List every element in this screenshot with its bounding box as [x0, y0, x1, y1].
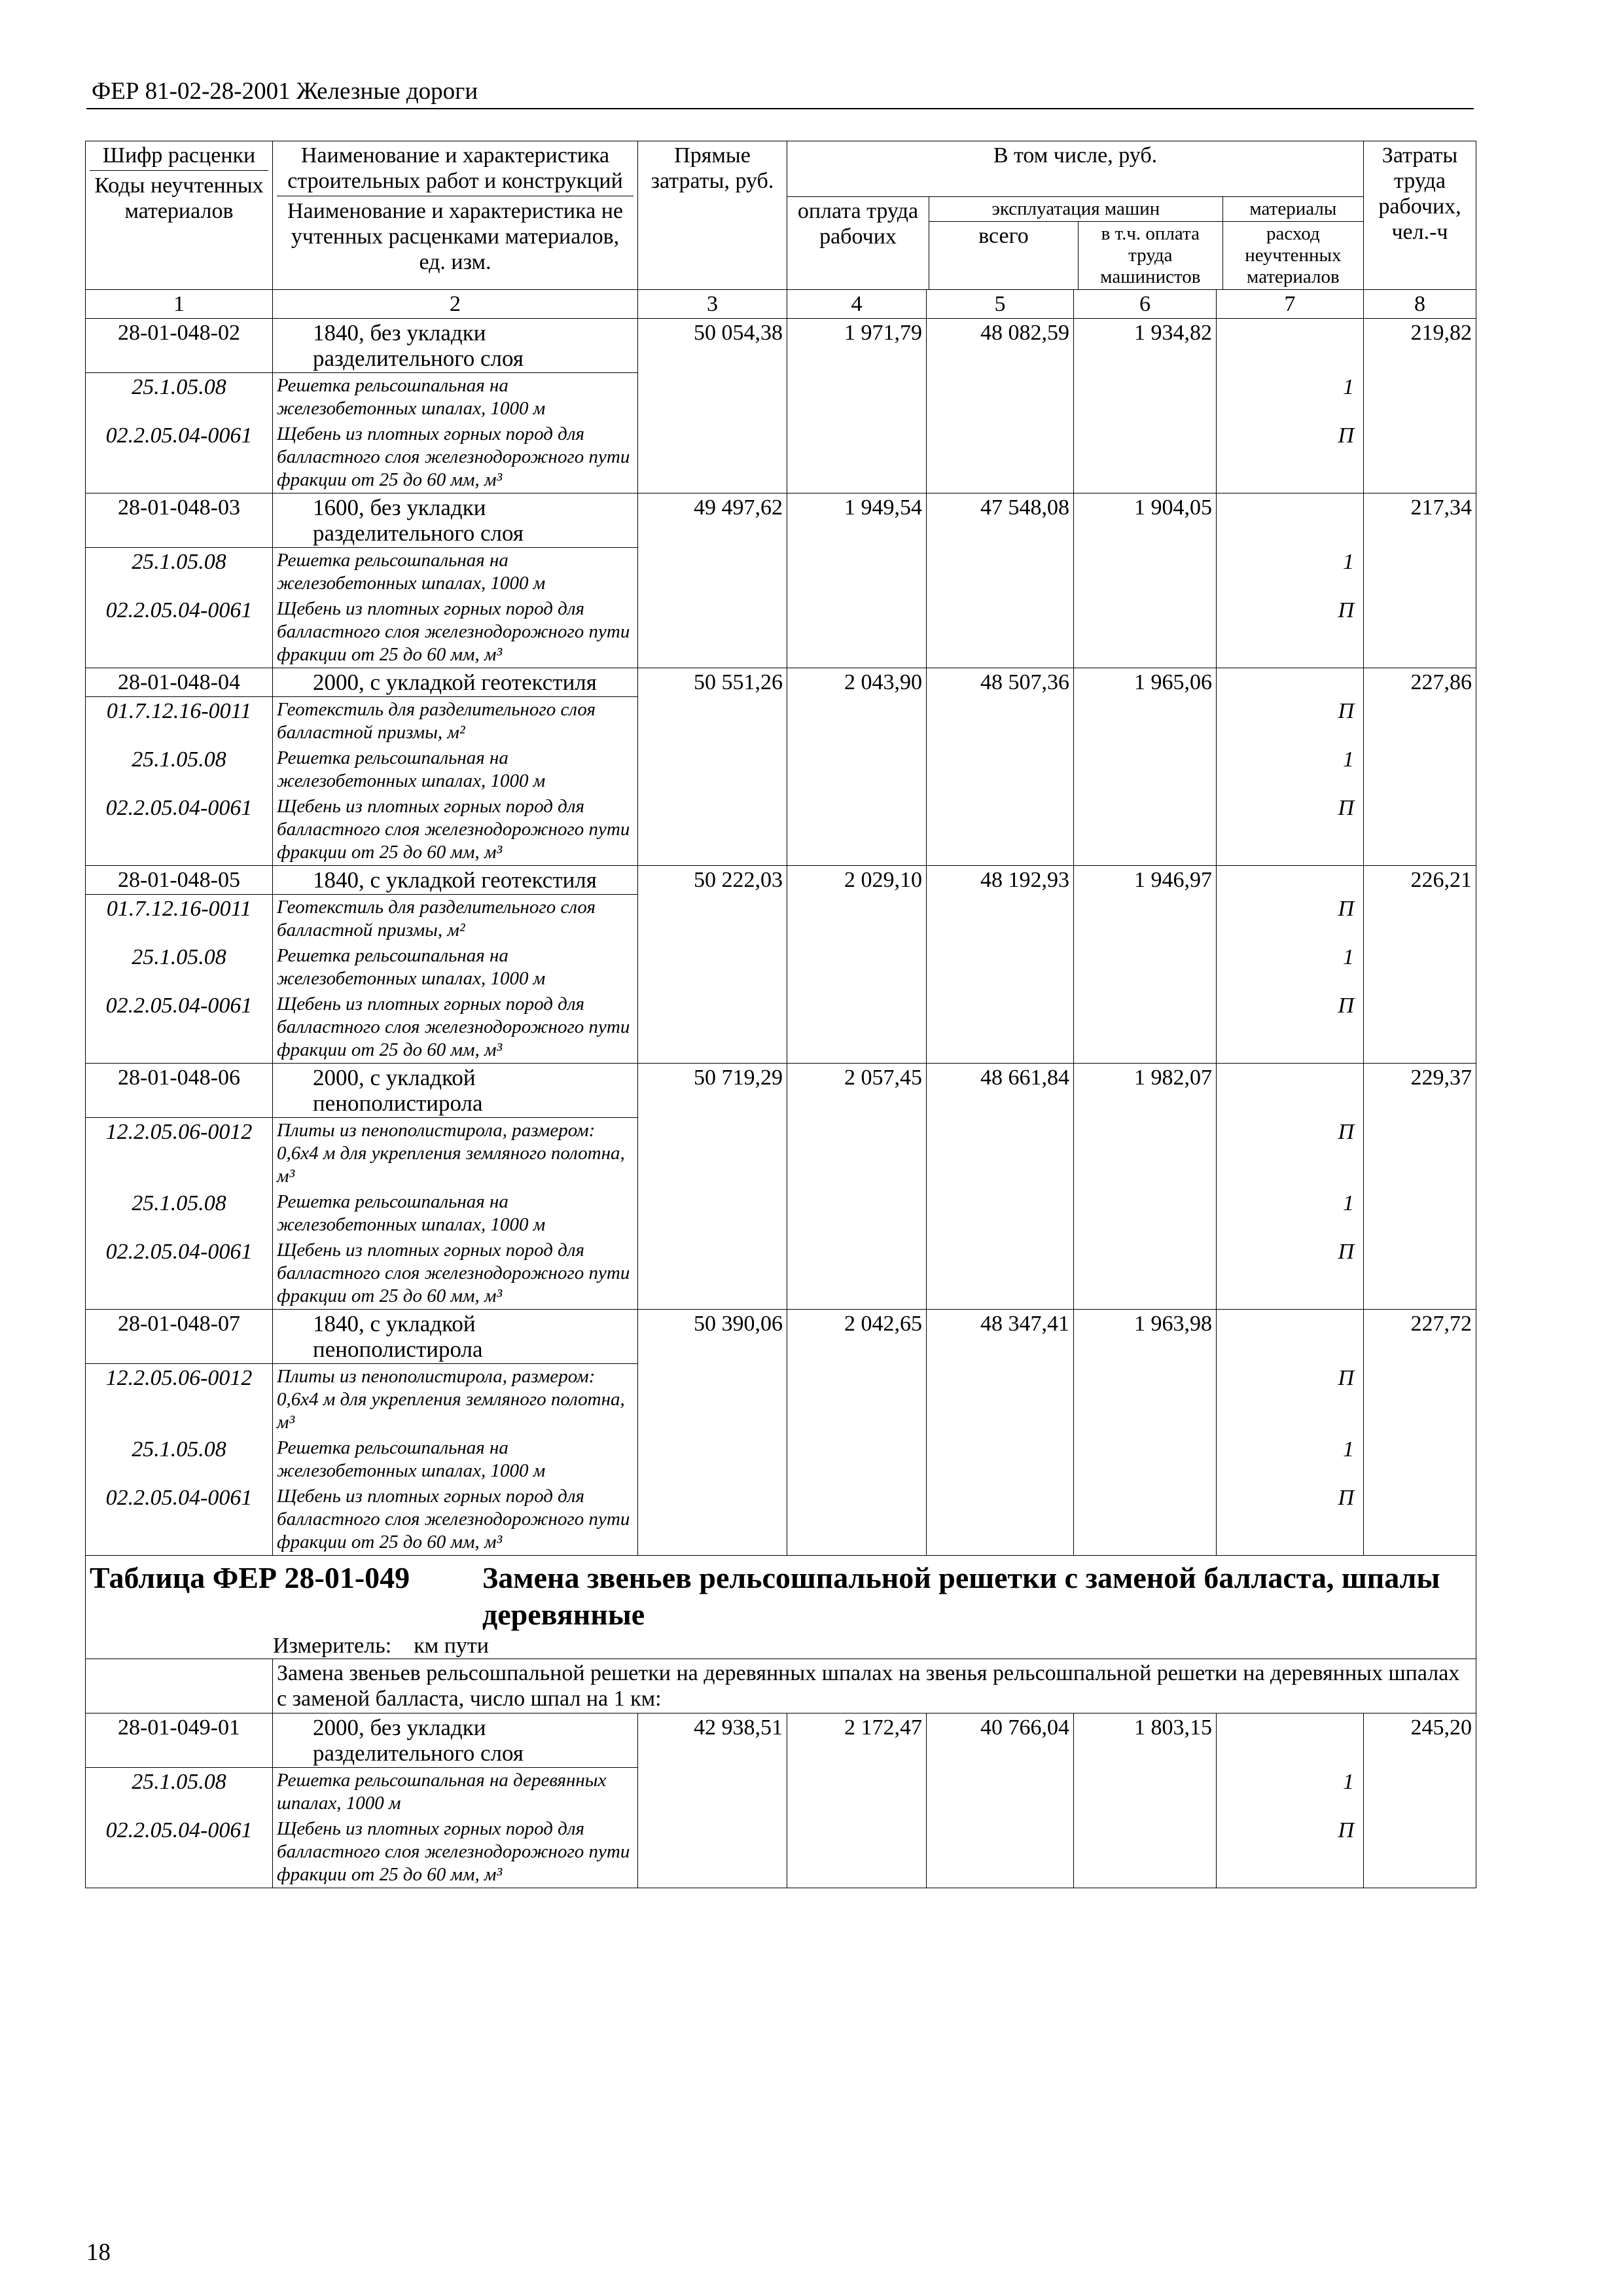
material-code: 25.1.05.08 — [86, 1189, 273, 1238]
material-mark: 1 — [1217, 548, 1364, 597]
header-group-cell — [787, 141, 1364, 290]
material-code: 02.2.05.04-0061 — [86, 1816, 273, 1888]
material-name: Решетка рельсошпальная на железобетонных шпалах, 1000 м — [277, 1437, 546, 1481]
material-code: 25.1.05.08 — [86, 548, 273, 597]
materials-qty-cell — [1217, 668, 1364, 697]
material-name-cell — [273, 745, 638, 794]
material-mark: П — [1217, 697, 1364, 746]
intro-text: Замена звеньев рельсошпальной решетки на деревянных шпалах на звенья рельсошпальной решетки на деревянных шпалах с заменой балласта, число шпал на 1 км: — [273, 1659, 1476, 1713]
material-code: 25.1.05.08 — [86, 1435, 273, 1484]
rate-title: 1600, без укладки разделительного слоя — [313, 495, 524, 546]
materials-qty-cell — [1217, 866, 1364, 895]
rate-title: 1840, без укладки разделительного слоя — [313, 320, 524, 371]
rate-code: 28-01-048-04 — [86, 668, 273, 697]
material-name: Плиты из пенополистирола, размером: 0,6х4 м для укрепления земляного полотна, м³ — [277, 1366, 625, 1433]
material-name-cell — [273, 895, 638, 944]
column-number: 5 — [927, 290, 1074, 319]
rate-labor: 2 043,90 — [787, 668, 927, 866]
material-name-cell — [273, 548, 638, 597]
material-mark: 1 — [1217, 943, 1364, 992]
column-number: 2 — [273, 290, 638, 319]
header-col1-top: Шифр расценки — [90, 143, 268, 171]
material-mark: 1 — [1217, 373, 1364, 422]
rate-direct: 50 719,29 — [638, 1064, 787, 1310]
measure-line — [90, 1633, 1472, 1659]
material-code: 02.2.05.04-0061 — [86, 1484, 273, 1556]
header-col4: оплата труда рабочих — [787, 197, 929, 290]
intro-blank — [86, 1659, 273, 1713]
material-mark: П — [1217, 596, 1364, 668]
rate-title-cell — [273, 866, 638, 895]
rate-machinist-pay: 1 982,07 — [1074, 1064, 1217, 1310]
material-mark: П — [1217, 1484, 1364, 1556]
material-code: 12.2.05.06-0012 — [86, 1118, 273, 1190]
rate-title: 1840, с укладкой пенополистирола — [313, 1311, 483, 1362]
material-name-cell — [273, 697, 638, 746]
material-name-cell — [273, 1189, 638, 1238]
material-name-cell — [273, 1435, 638, 1484]
material-name: Щебень из плотных горных пород для балластного слоя железнодорожного пути фракции от 25 до 60 мм, м³ — [277, 1240, 630, 1306]
rate-title-cell — [273, 668, 638, 697]
header-col1-bottom: Коды неучтенных материалов — [94, 173, 264, 223]
material-name-cell — [273, 422, 638, 493]
material-name: Щебень из плотных горных пород для балластного слоя железнодорожного пути фракции от 25 до 60 мм, м³ — [277, 796, 630, 863]
material-mark: П — [1217, 895, 1364, 944]
material-code: 25.1.05.08 — [86, 373, 273, 422]
rate-row — [86, 493, 1476, 548]
material-mark: 1 — [1217, 1768, 1364, 1817]
material-mark: П — [1217, 422, 1364, 493]
material-mark: П — [1217, 794, 1364, 866]
header-col7: расход неучтенных материалов — [1245, 223, 1342, 287]
rate-machines-total: 48 347,41 — [927, 1310, 1074, 1556]
intro-row — [86, 1659, 1476, 1713]
material-name: Геотекстиль для разделительного слоя балластной призмы, м² — [277, 897, 596, 941]
material-code: 01.7.12.16-0011 — [86, 895, 273, 944]
rate-title: 2000, с укладкой пенополистирола — [313, 1065, 483, 1116]
material-name: Щебень из плотных горных пород для балластного слоя железнодорожного пути фракции от 25 до 60 мм, м³ — [277, 1818, 630, 1885]
rate-hours: 219,82 — [1364, 319, 1476, 493]
material-name: Щебень из плотных горных пород для балластного слоя железнодорожного пути фракции от 25 до 60 мм, м³ — [277, 1486, 630, 1552]
material-code: 02.2.05.04-0061 — [86, 422, 273, 493]
material-code: 25.1.05.08 — [86, 745, 273, 794]
header-col2-top: Наименование и характеристика строительных работ и конструкций — [277, 143, 633, 196]
page-number: 18 — [86, 2239, 111, 2266]
material-name: Решетка рельсошпальная на железобетонных шпалах, 1000 м — [277, 747, 546, 791]
rate-row — [86, 668, 1476, 697]
header-subtable — [787, 141, 1363, 289]
material-code: 02.2.05.04-0061 — [86, 1238, 273, 1310]
rate-labor: 2 029,10 — [787, 866, 927, 1064]
rate-labor: 2 172,47 — [787, 1713, 927, 1888]
rate-title: 2000, с укладкой геотекстиля — [313, 670, 597, 695]
table-title — [90, 1560, 1472, 1633]
column-number: 7 — [1217, 290, 1364, 319]
running-header: ФЕР 81-02-28-2001 Железные дороги — [92, 78, 478, 105]
rate-code: 28-01-048-02 — [86, 319, 273, 373]
rate-title-cell — [273, 1310, 638, 1364]
material-name-cell — [273, 1484, 638, 1556]
material-name: Геотекстиль для разделительного слоя балластной призмы, м² — [277, 699, 596, 743]
material-name-cell — [273, 1118, 638, 1190]
header-group: В том числе, руб. — [787, 141, 1363, 197]
rate-code: 28-01-048-06 — [86, 1064, 273, 1118]
column-number: 8 — [1364, 290, 1476, 319]
rate-machines-total: 48 192,93 — [927, 866, 1074, 1064]
rate-labor: 2 042,65 — [787, 1310, 927, 1556]
rate-title-cell — [273, 493, 638, 548]
rate-hours: 229,37 — [1364, 1064, 1476, 1310]
column-number: 4 — [787, 290, 927, 319]
header-materials: материалы — [1222, 197, 1363, 222]
rate-machinist-pay: 1 803,15 — [1074, 1713, 1217, 1888]
material-name: Решетка рельсошпальная на железобетонных шпалах, 1000 м — [277, 945, 546, 989]
material-mark: П — [1217, 992, 1364, 1064]
rate-title: 2000, без укладки разделительного слоя — [313, 1715, 524, 1766]
rate-machinist-pay: 1 904,05 — [1074, 493, 1217, 668]
material-mark: 1 — [1217, 745, 1364, 794]
material-name: Щебень из плотных горных пород для балластного слоя железнодорожного пути фракции от 25 до 60 мм, м³ — [277, 423, 630, 490]
table-header-row — [86, 141, 1476, 290]
material-mark: П — [1217, 1364, 1364, 1436]
rate-direct: 50 054,38 — [638, 319, 787, 493]
material-code: 02.2.05.04-0061 — [86, 794, 273, 866]
rate-hours: 227,72 — [1364, 1310, 1476, 1556]
material-name: Решетка рельсошпальная на железобетонных шпалах, 1000 м — [277, 375, 546, 419]
column-number: 3 — [638, 290, 787, 319]
table-title-cell — [86, 1556, 1476, 1659]
rate-title-cell — [273, 1064, 638, 1118]
header-col2-bottom: Наименование и характеристика не учтенных расценками материалов, ед. изм. — [287, 199, 623, 274]
rate-code: 28-01-048-07 — [86, 1310, 273, 1364]
material-name: Щебень из плотных горных пород для балластного слоя железнодорожного пути фракции от 25 до 60 мм, м³ — [277, 994, 630, 1060]
material-code: 25.1.05.08 — [86, 1768, 273, 1817]
material-code: 02.2.05.04-0061 — [86, 992, 273, 1064]
rate-machinist-pay: 1 965,06 — [1074, 668, 1217, 866]
rate-code: 28-01-048-03 — [86, 493, 273, 548]
header-cell-code — [86, 141, 273, 290]
material-name-cell — [273, 992, 638, 1064]
column-number-row — [86, 290, 1476, 319]
material-name: Плиты из пенополистирола, размером: 0,6х4 м для укрепления земляного полотна, м³ — [277, 1120, 625, 1187]
material-name-cell — [273, 596, 638, 668]
rate-title-cell — [273, 1713, 638, 1768]
rate-title-cell — [273, 319, 638, 373]
header-col6: в т.ч. оплата труда машинистов — [1078, 222, 1222, 290]
column-number: 6 — [1074, 290, 1217, 319]
header-col3: Прямые затраты, руб. — [638, 141, 787, 290]
material-mark: 1 — [1217, 1435, 1364, 1484]
rate-machines-total: 48 082,59 — [927, 319, 1074, 493]
rate-machines-total: 48 507,36 — [927, 668, 1074, 866]
material-code: 02.2.05.04-0061 — [86, 596, 273, 668]
rate-hours: 226,21 — [1364, 866, 1476, 1064]
rates-table — [85, 141, 1476, 1888]
materials-qty-cell — [1217, 1064, 1364, 1118]
rate-machines-total: 40 766,04 — [927, 1713, 1074, 1888]
table-title-row — [86, 1556, 1476, 1659]
header-col8: Затраты труда рабочих, чел.-ч — [1364, 141, 1476, 290]
material-mark: П — [1217, 1118, 1364, 1190]
rate-code: 28-01-048-05 — [86, 866, 273, 895]
material-name: Решетка рельсошпальная на железобетонных шпалах, 1000 м — [277, 1191, 546, 1235]
rate-row — [86, 1064, 1476, 1118]
header-machines: эксплуатация машин — [929, 197, 1222, 222]
rate-hours: 245,20 — [1364, 1713, 1476, 1888]
rate-hours: 227,86 — [1364, 668, 1476, 866]
material-mark: П — [1217, 1238, 1364, 1310]
rate-direct: 42 938,51 — [638, 1713, 787, 1888]
rate-direct: 50 551,26 — [638, 668, 787, 866]
materials-qty-cell — [1217, 319, 1364, 373]
table-label: Таблица ФЕР 28-01-049 — [90, 1561, 410, 1594]
material-name-cell — [273, 1768, 638, 1817]
rate-labor: 1 949,54 — [787, 493, 927, 668]
rate-code: 28-01-049-01 — [86, 1713, 273, 1768]
rate-labor: 2 057,45 — [787, 1064, 927, 1310]
rate-direct: 49 497,62 — [638, 493, 787, 668]
rate-title: 1840, с укладкой геотекстиля — [313, 867, 597, 893]
material-name-cell — [273, 1238, 638, 1310]
header-col5: всего — [929, 222, 1078, 290]
rate-machinist-pay: 1 963,98 — [1074, 1310, 1217, 1556]
material-name: Щебень из плотных горных пород для балластного слоя железнодорожного пути фракции от 25 до 60 мм, м³ — [277, 598, 630, 665]
rate-machinist-pay: 1 946,97 — [1074, 866, 1217, 1064]
rate-machinist-pay: 1 934,82 — [1074, 319, 1217, 493]
materials-qty-cell — [1217, 1713, 1364, 1768]
material-mark: 1 — [1217, 1189, 1364, 1238]
material-name: Решетка рельсошпальная на деревянных шпалах, 1000 м — [277, 1770, 607, 1814]
rate-row — [86, 866, 1476, 895]
table-heading: Замена звеньев рельсошпальной решетки с заменой балласта, шпалы деревянные — [482, 1561, 1440, 1631]
rate-labor: 1 971,79 — [787, 319, 927, 493]
rate-direct: 50 390,06 — [638, 1310, 787, 1556]
measure-label: Измеритель: — [273, 1634, 392, 1658]
material-code: 25.1.05.08 — [86, 943, 273, 992]
rate-row — [86, 319, 1476, 373]
header-rule — [86, 108, 1474, 109]
material-name-cell — [273, 794, 638, 866]
rate-row — [86, 1310, 1476, 1364]
material-name-cell — [273, 1364, 638, 1436]
rate-direct: 50 222,03 — [638, 866, 787, 1064]
material-name-cell — [273, 1816, 638, 1888]
rate-machines-total: 47 548,08 — [927, 493, 1074, 668]
material-code: 01.7.12.16-0011 — [86, 697, 273, 746]
materials-qty-cell — [1217, 493, 1364, 548]
column-number: 1 — [86, 290, 273, 319]
rate-row — [86, 1713, 1476, 1768]
materials-qty-cell — [1217, 1310, 1364, 1364]
material-mark: П — [1217, 1816, 1364, 1888]
rate-hours: 217,34 — [1364, 493, 1476, 668]
material-code: 12.2.05.06-0012 — [86, 1364, 273, 1436]
measure-value: км пути — [414, 1634, 489, 1658]
material-name: Решетка рельсошпальная на железобетонных шпалах, 1000 м — [277, 550, 546, 594]
material-name-cell — [273, 373, 638, 422]
rate-machines-total: 48 661,84 — [927, 1064, 1074, 1310]
header-cell-name — [273, 141, 638, 290]
material-name-cell — [273, 943, 638, 992]
